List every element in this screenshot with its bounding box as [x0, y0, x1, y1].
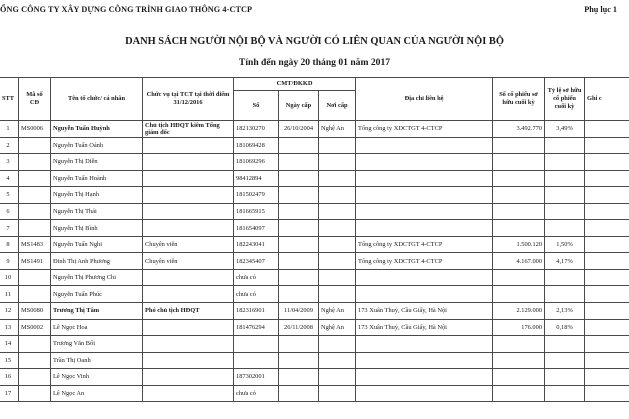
- note-cell: [585, 286, 629, 303]
- code-cell: [19, 137, 51, 154]
- shares-cell: [493, 369, 545, 386]
- ratio-cell: [545, 187, 585, 204]
- cmt-place-cell: Nghệ An: [319, 121, 356, 138]
- cmt-date-cell: [279, 137, 319, 154]
- cmt-no-cell: 181665915: [234, 203, 279, 220]
- cmt-date-cell: [279, 236, 319, 253]
- position-cell: Chuyên viên: [143, 253, 234, 270]
- address-cell: [356, 269, 493, 286]
- address-cell: [356, 154, 493, 171]
- address-cell: [356, 137, 493, 154]
- stt-cell: 15: [0, 352, 19, 369]
- note-cell: [585, 170, 629, 187]
- ratio-cell: [545, 137, 585, 154]
- shares-cell: [493, 269, 545, 286]
- stt-cell: 3: [0, 154, 19, 171]
- cmt-no-cell: chưa có: [234, 286, 279, 303]
- position-cell: [143, 187, 234, 204]
- cmt-place-cell: [319, 137, 356, 154]
- shares-cell: 4.167.000: [493, 253, 545, 270]
- stt-cell: 8: [0, 236, 19, 253]
- cmt-place-cell: Nghệ An: [319, 319, 356, 336]
- ratio-cell: 0,18%: [545, 319, 585, 336]
- stt-cell: 10: [0, 269, 19, 286]
- note-cell: [585, 220, 629, 237]
- shares-cell: [493, 187, 545, 204]
- table-row: [0, 269, 629, 286]
- note-cell: [585, 269, 629, 286]
- shares-cell: [493, 137, 545, 154]
- cmt-no-cell: 181476294: [234, 319, 279, 336]
- position-cell: [143, 170, 234, 187]
- cmt-date-cell: [279, 385, 319, 402]
- appendix-label: Phụ lục 1: [584, 5, 617, 14]
- code-cell: [19, 369, 51, 386]
- name-cell: Nguyễn Tuấn Hoành: [51, 170, 143, 187]
- table-row: [0, 319, 629, 336]
- code-cell: MS0006: [19, 121, 51, 138]
- table-row: [0, 286, 629, 303]
- stt-cell: 13: [0, 319, 19, 336]
- cmt-date-cell: [279, 220, 319, 237]
- cmt-no-cell: 182243041: [234, 236, 279, 253]
- code-cell: [19, 352, 51, 369]
- cmt-place-cell: [319, 336, 356, 353]
- cmt-place-cell: [319, 369, 356, 386]
- note-cell: [585, 336, 629, 353]
- note-cell: [585, 121, 629, 138]
- address-cell: [356, 203, 493, 220]
- shares-cell: [493, 336, 545, 353]
- cmt-date-cell: [279, 336, 319, 353]
- header-cmt-no: Số: [234, 91, 279, 121]
- position-cell: [143, 286, 234, 303]
- name-cell: Nguyễn Thị Bình: [51, 220, 143, 237]
- note-cell: [585, 203, 629, 220]
- cmt-no-cell: chưa có: [234, 269, 279, 286]
- cmt-no-cell: 182130270: [234, 121, 279, 138]
- ratio-cell: 1,50%: [545, 236, 585, 253]
- cmt-no-cell: [234, 336, 279, 353]
- ratio-cell: [545, 170, 585, 187]
- note-cell: [585, 352, 629, 369]
- cmt-date-cell: 11/04/2009: [279, 303, 319, 320]
- header-address: Địa chỉ liên hệ: [356, 78, 493, 121]
- code-cell: [19, 336, 51, 353]
- header-shares: Số cổ phiếu sở hữu cuối kỳ: [493, 78, 545, 121]
- header-ratio: Tỷ lệ sở hữu cổ phiếu cuối kỳ: [545, 78, 585, 121]
- stt-cell: 12: [0, 303, 19, 320]
- position-cell: [143, 220, 234, 237]
- header-cmt-date: Ngày cấp: [279, 91, 319, 121]
- address-cell: Tổng công ty XDCTGT 4-CTCP: [356, 236, 493, 253]
- ratio-cell: [545, 385, 585, 402]
- cmt-date-cell: [279, 154, 319, 171]
- position-cell: [143, 352, 234, 369]
- stt-cell: 16: [0, 369, 19, 386]
- cmt-date-cell: [279, 253, 319, 270]
- stt-cell: 11: [0, 286, 19, 303]
- cmt-date-cell: [279, 203, 319, 220]
- ratio-cell: [545, 154, 585, 171]
- ratio-cell: 3,49%: [545, 121, 585, 138]
- shares-cell: [493, 220, 545, 237]
- code-cell: [19, 286, 51, 303]
- table-row: [0, 369, 629, 386]
- name-cell: Lê Ngọc Hoa: [51, 319, 143, 336]
- stt-cell: 6: [0, 203, 19, 220]
- name-cell: Nguyễn Tuấn Oánh: [51, 137, 143, 154]
- cmt-place-cell: [319, 154, 356, 171]
- cmt-date-cell: [279, 269, 319, 286]
- company-name: ỔNG CÔNG TY XÂY DỰNG CÔNG TRÌNH GIAO THÔNG 4-CTCP: [0, 5, 253, 14]
- table-row: [0, 154, 629, 171]
- ratio-cell: [545, 220, 585, 237]
- stt-cell: 2: [0, 137, 19, 154]
- cmt-no-cell: 187302001: [234, 369, 279, 386]
- ratio-cell: [545, 203, 585, 220]
- header-note: Ghi c: [585, 78, 629, 121]
- insider-table: [0, 77, 629, 402]
- shares-cell: 1.500.120: [493, 236, 545, 253]
- header-code: Mã số CĐ: [19, 78, 51, 121]
- code-cell: [19, 385, 51, 402]
- cmt-no-cell: 182316901: [234, 303, 279, 320]
- address-cell: Tổng công ty XDCTGT 4-CTCP: [356, 121, 493, 138]
- address-cell: [356, 286, 493, 303]
- cmt-no-cell: 181502479: [234, 187, 279, 204]
- position-cell: Chủ tịch HĐQT kiêm Tổng giám đốc: [143, 121, 234, 138]
- name-cell: Nguyễn Thị Hạnh: [51, 187, 143, 204]
- table-row: [0, 203, 629, 220]
- shares-cell: [493, 385, 545, 402]
- cmt-date-cell: [279, 286, 319, 303]
- ratio-cell: 4,17%: [545, 253, 585, 270]
- header-cmt-group: CMT/ĐKKD: [234, 78, 356, 91]
- name-cell: Trần Thị Oanh: [51, 352, 143, 369]
- name-cell: Nguyễn Thị Diễn: [51, 154, 143, 171]
- cmt-date-cell: [279, 170, 319, 187]
- cmt-no-cell: 181069428: [234, 137, 279, 154]
- name-cell: Nguyễn Tuấn Nghi: [51, 236, 143, 253]
- cmt-place-cell: [319, 352, 356, 369]
- cmt-no-cell: 98412894: [234, 170, 279, 187]
- code-cell: MS0080: [19, 303, 51, 320]
- code-cell: MS0002: [19, 319, 51, 336]
- ratio-cell: [545, 369, 585, 386]
- position-cell: [143, 369, 234, 386]
- ratio-cell: 2,13%: [545, 303, 585, 320]
- address-cell: Tổng công ty XDCTGT 4-CTCP: [356, 253, 493, 270]
- code-cell: [19, 170, 51, 187]
- shares-cell: [493, 154, 545, 171]
- table-row: [0, 220, 629, 237]
- cmt-place-cell: Nghệ An: [319, 303, 356, 320]
- address-cell: 173 Xuân Thuỷ, Cầu Giấy, Hà Nội: [356, 303, 493, 320]
- table-row: [0, 303, 629, 320]
- table-row: [0, 236, 629, 253]
- cmt-date-cell: 26/11/2008: [279, 319, 319, 336]
- note-cell: [585, 253, 629, 270]
- name-cell: Trương Văn Bối: [51, 336, 143, 353]
- header-name: Tên tổ chức/ cá nhân: [51, 78, 143, 121]
- code-cell: MS1491: [19, 253, 51, 270]
- position-cell: Chuyên viên: [143, 236, 234, 253]
- stt-cell: 14: [0, 336, 19, 353]
- stt-cell: 9: [0, 253, 19, 270]
- shares-cell: [493, 286, 545, 303]
- shares-cell: 3.492.770: [493, 121, 545, 138]
- note-cell: [585, 137, 629, 154]
- code-cell: [19, 154, 51, 171]
- cmt-place-cell: [319, 220, 356, 237]
- table-row: [0, 352, 629, 369]
- table-row: [0, 385, 629, 402]
- table-row: [0, 187, 629, 204]
- name-cell: Nguyễn Thị Thái: [51, 203, 143, 220]
- cmt-date-cell: [279, 352, 319, 369]
- address-cell: [356, 170, 493, 187]
- note-cell: [585, 303, 629, 320]
- table-row: [0, 121, 629, 138]
- position-cell: Phó chủ tịch HĐQT: [143, 303, 234, 320]
- position-cell: [143, 137, 234, 154]
- cmt-no-cell: [234, 352, 279, 369]
- table-row: [0, 253, 629, 270]
- name-cell: Lê Ngọc Vinh: [51, 369, 143, 386]
- cmt-place-cell: [319, 236, 356, 253]
- cmt-place-cell: [319, 187, 356, 204]
- name-cell: Nguyễn Tuấn Huỳnh: [51, 121, 143, 138]
- ratio-cell: [545, 352, 585, 369]
- cmt-place-cell: [319, 253, 356, 270]
- address-cell: [356, 187, 493, 204]
- shares-cell: 176.000: [493, 319, 545, 336]
- table-row: [0, 336, 629, 353]
- name-cell: Trương Thị Tâm: [51, 303, 143, 320]
- code-cell: [19, 269, 51, 286]
- table-row: [0, 137, 629, 154]
- cmt-place-cell: [319, 269, 356, 286]
- header-stt: STT: [0, 78, 19, 121]
- note-cell: [585, 187, 629, 204]
- note-cell: [585, 154, 629, 171]
- shares-cell: [493, 170, 545, 187]
- cmt-no-cell: 181069296: [234, 154, 279, 171]
- name-cell: Đinh Thị Anh Phương: [51, 253, 143, 270]
- code-cell: [19, 203, 51, 220]
- cmt-no-cell: 182345407: [234, 253, 279, 270]
- stt-cell: 1: [0, 121, 19, 138]
- position-cell: [143, 269, 234, 286]
- cmt-date-cell: [279, 369, 319, 386]
- code-cell: [19, 220, 51, 237]
- shares-cell: 2.129.000: [493, 303, 545, 320]
- code-cell: [19, 187, 51, 204]
- address-cell: [356, 336, 493, 353]
- position-cell: [143, 385, 234, 402]
- code-cell: MS1483: [19, 236, 51, 253]
- address-cell: 173 Xuân Thuỷ, Cầu Giấy, Hà Nội: [356, 319, 493, 336]
- address-cell: [356, 369, 493, 386]
- stt-cell: 4: [0, 170, 19, 187]
- cmt-place-cell: [319, 385, 356, 402]
- address-cell: [356, 385, 493, 402]
- address-cell: [356, 220, 493, 237]
- position-cell: [143, 319, 234, 336]
- name-cell: Lê Ngọc An: [51, 385, 143, 402]
- position-cell: [143, 336, 234, 353]
- header-position: Chức vụ tại TCT tại thời điểm 31/12/2016: [143, 78, 234, 121]
- ratio-cell: [545, 269, 585, 286]
- cmt-place-cell: [319, 170, 356, 187]
- cmt-place-cell: [319, 203, 356, 220]
- document-date: Tính đến ngày 20 tháng 01 năm 2017: [238, 57, 391, 68]
- cmt-no-cell: chưa có: [234, 385, 279, 402]
- note-cell: [585, 369, 629, 386]
- stt-cell: 7: [0, 220, 19, 237]
- name-cell: Nguyễn Thị Phương Chi: [51, 269, 143, 286]
- address-cell: [356, 352, 493, 369]
- cmt-place-cell: [319, 286, 356, 303]
- shares-cell: [493, 352, 545, 369]
- ratio-cell: [545, 286, 585, 303]
- cmt-no-cell: 181654097: [234, 220, 279, 237]
- stt-cell: 5: [0, 187, 19, 204]
- note-cell: [585, 236, 629, 253]
- position-cell: [143, 154, 234, 171]
- shares-cell: [493, 203, 545, 220]
- cmt-date-cell: [279, 187, 319, 204]
- position-cell: [143, 203, 234, 220]
- ratio-cell: [545, 336, 585, 353]
- stt-cell: 17: [0, 385, 19, 402]
- note-cell: [585, 385, 629, 402]
- name-cell: Nguyễn Tuấn Phúc: [51, 286, 143, 303]
- header-cmt-place: Nơi cấp: [319, 91, 356, 121]
- note-cell: [585, 319, 629, 336]
- document-title: DANH SÁCH NGƯỜI NỘI BỘ VÀ NGƯỜI CÓ LIÊN QUAN CỦA NGƯỜI NỘI BỘ: [125, 36, 504, 47]
- cmt-date-cell: 26/10/2004: [279, 121, 319, 138]
- table-row: [0, 170, 629, 187]
